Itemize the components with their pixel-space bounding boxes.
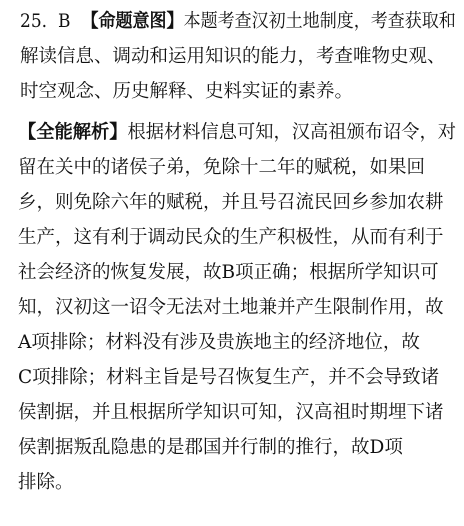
analysis-line-5: 社会经济的恢复发展，故B项正确；根据所学知识可 (18, 262, 439, 283)
intent-tag: 【命题意图】 (81, 11, 184, 32)
analysis-line-10: 侯割据叛乱隐患的是郡国并行制的推行，故D项 (18, 437, 403, 458)
analysis-line-7: A项排除；材料没有涉及贵族地主的经济地位，故 (18, 332, 420, 353)
analysis-tag: 【全能解析】 (18, 122, 128, 143)
analysis-line-11: 排除。 (18, 472, 74, 493)
intent-line-1: 本题考查汉初土地制度，考查获取和 (183, 11, 456, 32)
intent-line-3: 时空观念、历史解释、史料实证的素养。 (20, 81, 354, 102)
analysis-line-2: 留在关中的诸侯子弟，免除十二年的赋税，如果回 (18, 157, 426, 178)
analysis-line-1: 根据材料信息可知，汉高祖颁布诏令，对 (127, 122, 457, 143)
question-number: 25. (20, 11, 48, 32)
analysis-line-9: 侯割据，并且根据所学知识可知，汉高祖时期埋下诸 (18, 402, 444, 423)
analysis-line-4: 生产，这有利于调动民众的生产积极性，从而有利于 (18, 227, 444, 248)
analysis-line-8: C项排除；材料主旨是号召恢复生产，并不会导致诸 (18, 367, 440, 388)
analysis-first-line (18, 121, 456, 145)
answer-header-line (20, 10, 456, 34)
analysis-line-3: 乡，则免除六年的赋税，并且号召流民回乡参加农耕 (18, 192, 444, 213)
intent-line-2: 解读信息、调动和运用知识的能力，考查唯物史观、 (20, 46, 446, 67)
analysis-line-6: 知，汉初这一诏令无法对土地兼并产生限制作用，故 (18, 297, 444, 318)
answer-choice: B (57, 11, 71, 32)
